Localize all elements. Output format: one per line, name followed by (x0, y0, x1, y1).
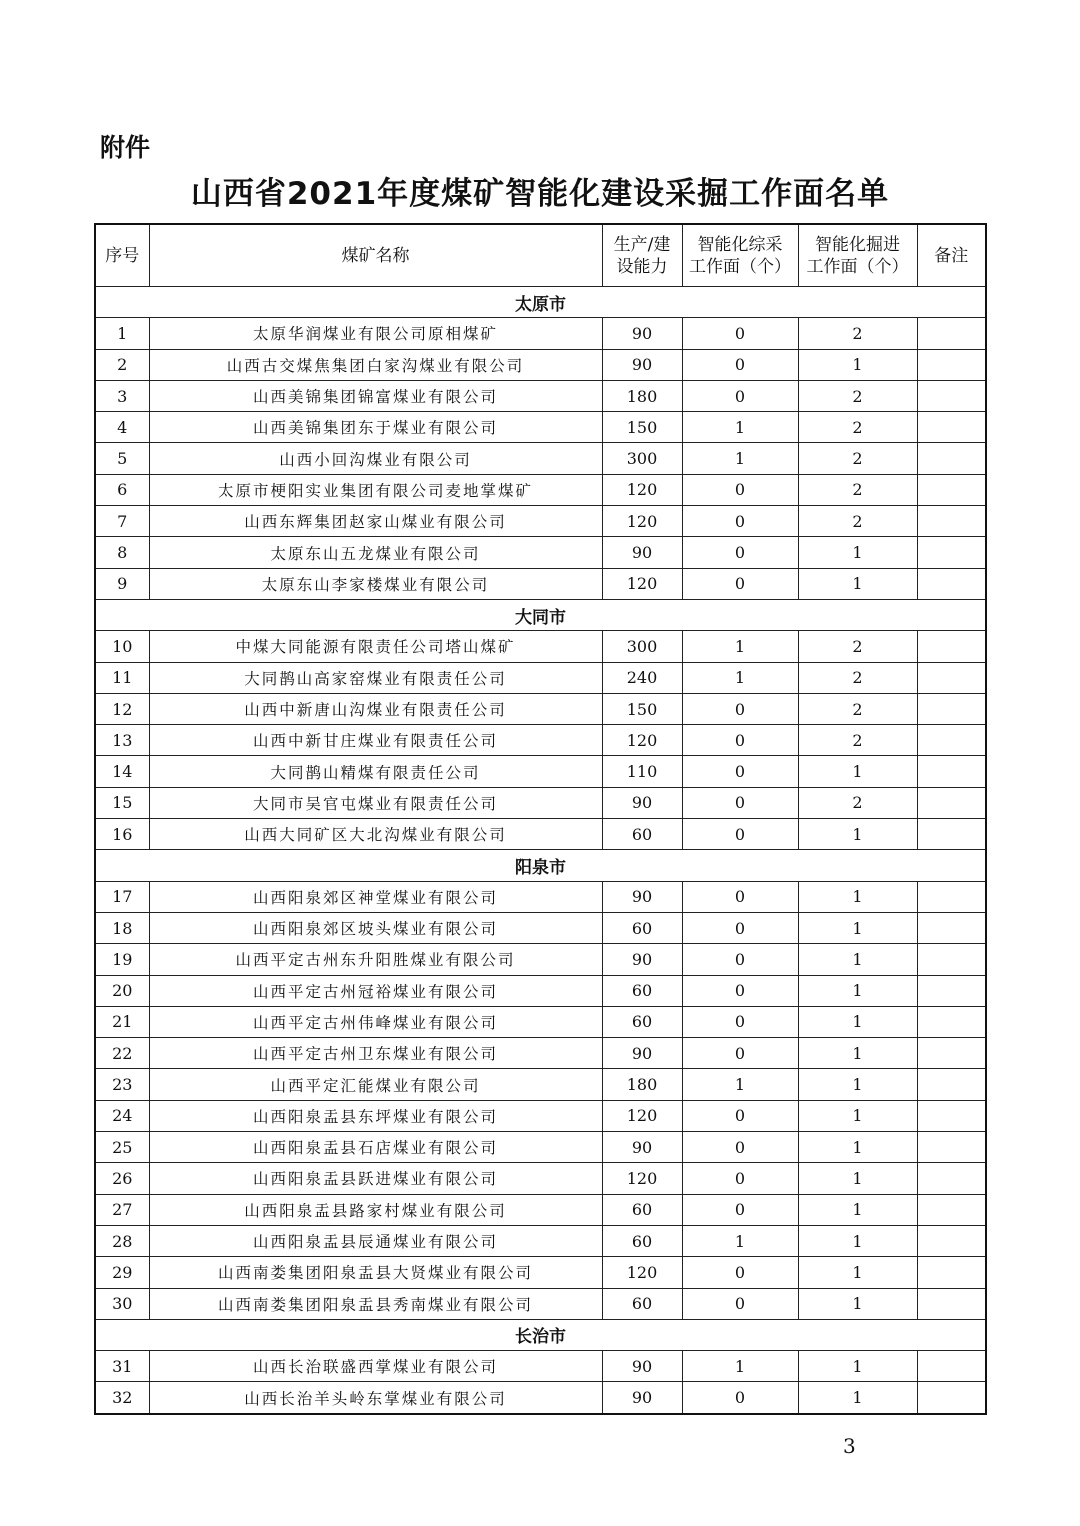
cell-capacity: 60 (602, 912, 682, 943)
table-row (95, 1382, 986, 1414)
cell-name: 山西大同矿区大北沟煤业有限公司 (149, 819, 602, 850)
cell-remark (917, 568, 986, 599)
table-row (95, 1100, 986, 1131)
cell-seq: 18 (95, 912, 149, 943)
cell-capacity: 120 (602, 725, 682, 756)
header-mining (682, 224, 798, 287)
table-row (95, 756, 986, 787)
cell-capacity: 90 (602, 944, 682, 975)
cell-seq: 3 (95, 380, 149, 411)
table-row (95, 443, 986, 474)
attachment-label: 附件 (100, 133, 151, 162)
cell-mining: 0 (682, 349, 798, 380)
cell-seq: 21 (95, 1006, 149, 1037)
header-driving-line1: 智能化掘进 (815, 234, 900, 255)
cell-seq: 13 (95, 725, 149, 756)
cell-remark (917, 1194, 986, 1225)
table-row (95, 1225, 986, 1256)
cell-mining: 0 (682, 1132, 798, 1163)
cell-seq: 14 (95, 756, 149, 787)
cell-seq: 24 (95, 1100, 149, 1131)
cell-capacity: 90 (602, 1132, 682, 1163)
cell-mining: 0 (682, 1163, 798, 1194)
header-remark: 备注 (917, 224, 986, 287)
cell-remark (917, 944, 986, 975)
cell-remark (917, 975, 986, 1006)
cell-driving: 2 (798, 662, 917, 693)
cell-mining: 1 (682, 1069, 798, 1100)
cell-name: 山西阳泉盂县东坪煤业有限公司 (149, 1100, 602, 1131)
cell-remark (917, 1382, 986, 1414)
cell-mining: 0 (682, 1100, 798, 1131)
city-name: 阳泉市 (95, 850, 986, 881)
cell-name: 山西东辉集团赵家山煤业有限公司 (149, 506, 602, 537)
cell-name: 山西长治羊头岭东掌煤业有限公司 (149, 1382, 602, 1414)
cell-capacity: 60 (602, 819, 682, 850)
cell-capacity: 60 (602, 975, 682, 1006)
cell-capacity: 120 (602, 474, 682, 505)
table-row (95, 568, 986, 599)
cell-remark (917, 412, 986, 443)
table-row (95, 1006, 986, 1037)
cell-mining: 0 (682, 693, 798, 724)
cell-driving: 2 (798, 725, 917, 756)
cell-remark (917, 1225, 986, 1256)
table-row (95, 1163, 986, 1194)
cell-capacity: 90 (602, 318, 682, 349)
cell-seq: 20 (95, 975, 149, 1006)
table-row (95, 474, 986, 505)
cell-name: 山西阳泉郊区坡头煤业有限公司 (149, 912, 602, 943)
cell-driving: 2 (798, 474, 917, 505)
cell-name: 山西阳泉盂县路家村煤业有限公司 (149, 1194, 602, 1225)
cell-seq: 11 (95, 662, 149, 693)
cell-remark (917, 1351, 986, 1382)
cell-mining: 0 (682, 912, 798, 943)
table-row (95, 1038, 986, 1069)
cell-remark (917, 1288, 986, 1319)
cell-name: 山西小回沟煤业有限公司 (149, 443, 602, 474)
mine-list-table (94, 223, 987, 1415)
cell-remark (917, 725, 986, 756)
cell-driving: 1 (798, 1132, 917, 1163)
cell-capacity: 300 (602, 631, 682, 662)
cell-mining: 1 (682, 631, 798, 662)
document-title: 山西省2021年度煤矿智能化建设采掘工作面名单 (190, 176, 890, 212)
cell-driving: 1 (798, 537, 917, 568)
city-name: 大同市 (95, 599, 986, 630)
city-name: 太原市 (95, 287, 986, 318)
cell-capacity: 90 (602, 1038, 682, 1069)
cell-seq: 15 (95, 787, 149, 818)
cell-seq: 8 (95, 537, 149, 568)
cell-seq: 19 (95, 944, 149, 975)
cell-remark (917, 1257, 986, 1288)
city-group-row (95, 1319, 986, 1350)
cell-driving: 1 (798, 1100, 917, 1131)
page-number (843, 1434, 856, 1458)
table-row (95, 1351, 986, 1382)
cell-remark (917, 693, 986, 724)
cell-name: 山西阳泉盂县跃进煤业有限公司 (149, 1163, 602, 1194)
table-row (95, 1288, 986, 1319)
table-body (95, 287, 986, 1414)
cell-name: 山西平定古州伟峰煤业有限公司 (149, 1006, 602, 1037)
cell-name: 山西中新唐山沟煤业有限责任公司 (149, 693, 602, 724)
cell-seq: 26 (95, 1163, 149, 1194)
cell-seq: 9 (95, 568, 149, 599)
cell-seq: 32 (95, 1382, 149, 1414)
header-mining-line2: 工作面（个） (689, 256, 791, 277)
cell-capacity: 90 (602, 787, 682, 818)
cell-mining: 0 (682, 1006, 798, 1037)
cell-driving: 1 (798, 881, 917, 912)
cell-driving: 1 (798, 1382, 917, 1414)
cell-driving: 2 (798, 380, 917, 411)
header-mining-line1: 智能化综采 (697, 234, 783, 255)
cell-driving: 1 (798, 1257, 917, 1288)
cell-mining: 0 (682, 1038, 798, 1069)
cell-capacity: 150 (602, 693, 682, 724)
cell-mining: 0 (682, 944, 798, 975)
cell-capacity: 110 (602, 756, 682, 787)
cell-name: 山西平定古州卫东煤业有限公司 (149, 1038, 602, 1069)
cell-driving: 1 (798, 1038, 917, 1069)
table-row (95, 1132, 986, 1163)
cell-remark (917, 787, 986, 818)
cell-capacity: 120 (602, 1257, 682, 1288)
cell-remark (917, 631, 986, 662)
cell-driving: 1 (798, 1288, 917, 1319)
table-row (95, 787, 986, 818)
cell-name: 山西美锦集团东于煤业有限公司 (149, 412, 602, 443)
cell-remark (917, 443, 986, 474)
cell-name: 山西古交煤焦集团白家沟煤业有限公司 (149, 349, 602, 380)
table-row (95, 1069, 986, 1100)
cell-capacity: 60 (602, 1194, 682, 1225)
cell-capacity: 90 (602, 349, 682, 380)
cell-mining: 1 (682, 443, 798, 474)
cell-driving: 1 (798, 819, 917, 850)
cell-driving: 1 (798, 1225, 917, 1256)
cell-remark (917, 537, 986, 568)
cell-driving: 2 (798, 506, 917, 537)
cell-remark (917, 1100, 986, 1131)
cell-driving: 2 (798, 631, 917, 662)
cell-driving: 2 (798, 318, 917, 349)
city-group-row (95, 599, 986, 630)
cell-name: 山西平定古州冠裕煤业有限公司 (149, 975, 602, 1006)
table-row (95, 725, 986, 756)
cell-name: 太原东山五龙煤业有限公司 (149, 537, 602, 568)
cell-mining: 0 (682, 1257, 798, 1288)
cell-mining: 0 (682, 881, 798, 912)
cell-seq: 4 (95, 412, 149, 443)
table-row (95, 819, 986, 850)
cell-seq: 31 (95, 1351, 149, 1382)
cell-mining: 1 (682, 1225, 798, 1256)
cell-seq: 25 (95, 1132, 149, 1163)
cell-driving: 1 (798, 568, 917, 599)
cell-remark (917, 318, 986, 349)
table-row (95, 1194, 986, 1225)
cell-capacity: 60 (602, 1288, 682, 1319)
city-name: 长治市 (95, 1319, 986, 1350)
cell-name: 中煤大同能源有限责任公司塔山煤矿 (149, 631, 602, 662)
cell-name: 大同鹊山精煤有限责任公司 (149, 756, 602, 787)
cell-driving: 1 (798, 1163, 917, 1194)
cell-driving: 1 (798, 944, 917, 975)
city-group-row (95, 850, 986, 881)
cell-mining: 1 (682, 662, 798, 693)
cell-seq: 30 (95, 1288, 149, 1319)
cell-capacity: 120 (602, 506, 682, 537)
cell-remark (917, 474, 986, 505)
table-row (95, 975, 986, 1006)
cell-seq: 23 (95, 1069, 149, 1100)
cell-mining: 0 (682, 787, 798, 818)
table-row (95, 1257, 986, 1288)
cell-capacity: 120 (602, 1100, 682, 1131)
cell-seq: 27 (95, 1194, 149, 1225)
cell-name: 大同鹊山高家窑煤业有限责任公司 (149, 662, 602, 693)
table-header-row (95, 224, 986, 287)
cell-capacity: 300 (602, 443, 682, 474)
table-row (95, 380, 986, 411)
cell-remark (917, 349, 986, 380)
cell-remark (917, 756, 986, 787)
table-row (95, 318, 986, 349)
table-row (95, 944, 986, 975)
cell-driving: 1 (798, 1069, 917, 1100)
header-capacity (602, 224, 682, 287)
table-row (95, 537, 986, 568)
cell-remark (917, 1163, 986, 1194)
cell-mining: 0 (682, 568, 798, 599)
cell-driving: 1 (798, 1006, 917, 1037)
cell-driving: 1 (798, 1351, 917, 1382)
cell-mining: 0 (682, 725, 798, 756)
table-row (95, 631, 986, 662)
table-row (95, 693, 986, 724)
cell-name: 山西南娄集团阳泉盂县大贤煤业有限公司 (149, 1257, 602, 1288)
cell-capacity: 90 (602, 1351, 682, 1382)
cell-mining: 0 (682, 318, 798, 349)
cell-capacity: 60 (602, 1006, 682, 1037)
cell-mining: 0 (682, 506, 798, 537)
cell-mining: 1 (682, 1351, 798, 1382)
header-driving (798, 224, 917, 287)
cell-seq: 22 (95, 1038, 149, 1069)
cell-driving: 1 (798, 756, 917, 787)
cell-capacity: 90 (602, 1382, 682, 1414)
table-row (95, 349, 986, 380)
cell-driving: 1 (798, 912, 917, 943)
cell-remark (917, 819, 986, 850)
cell-name: 太原市梗阳实业集团有限公司麦地掌煤矿 (149, 474, 602, 505)
cell-capacity: 120 (602, 1163, 682, 1194)
header-driving-line2: 工作面（个） (806, 256, 909, 277)
cell-seq: 10 (95, 631, 149, 662)
cell-name: 大同市吴官屯煤业有限责任公司 (149, 787, 602, 818)
cell-mining: 0 (682, 819, 798, 850)
header-capacity-line2: 设能力 (616, 256, 668, 277)
header-seq: 序号 (95, 224, 149, 287)
cell-name: 山西长治联盛西掌煤业有限公司 (149, 1351, 602, 1382)
cell-mining: 0 (682, 1194, 798, 1225)
cell-driving: 1 (798, 1194, 917, 1225)
cell-remark (917, 1132, 986, 1163)
cell-mining: 1 (682, 412, 798, 443)
table-row (95, 662, 986, 693)
cell-capacity: 90 (602, 537, 682, 568)
cell-name: 山西美锦集团锦富煤业有限公司 (149, 380, 602, 411)
cell-name: 山西平定汇能煤业有限公司 (149, 1069, 602, 1100)
cell-name: 山西阳泉郊区神堂煤业有限公司 (149, 881, 602, 912)
cell-seq: 6 (95, 474, 149, 505)
cell-name: 太原东山李家楼煤业有限公司 (149, 568, 602, 599)
cell-seq: 12 (95, 693, 149, 724)
table-row (95, 912, 986, 943)
table-row (95, 881, 986, 912)
header-name: 煤矿名称 (149, 224, 602, 287)
cell-mining: 0 (682, 1288, 798, 1319)
cell-remark (917, 380, 986, 411)
cell-remark (917, 662, 986, 693)
cell-driving: 2 (798, 412, 917, 443)
cell-name: 太原华润煤业有限公司原相煤矿 (149, 318, 602, 349)
cell-mining: 0 (682, 380, 798, 411)
cell-name: 山西平定古州东升阳胜煤业有限公司 (149, 944, 602, 975)
cell-remark (917, 881, 986, 912)
cell-name: 山西南娄集团阳泉盂县秀南煤业有限公司 (149, 1288, 602, 1319)
cell-seq: 1 (95, 318, 149, 349)
cell-capacity: 240 (602, 662, 682, 693)
cell-remark (917, 912, 986, 943)
cell-capacity: 90 (602, 881, 682, 912)
cell-capacity: 150 (602, 412, 682, 443)
cell-name: 山西阳泉盂县石店煤业有限公司 (149, 1132, 602, 1163)
cell-seq: 7 (95, 506, 149, 537)
cell-seq: 2 (95, 349, 149, 380)
cell-capacity: 180 (602, 380, 682, 411)
page-number-text: 3 (843, 1434, 856, 1458)
cell-seq: 29 (95, 1257, 149, 1288)
table-row (95, 412, 986, 443)
cell-mining: 0 (682, 756, 798, 787)
cell-seq: 28 (95, 1225, 149, 1256)
cell-capacity: 120 (602, 568, 682, 599)
table-row (95, 506, 986, 537)
cell-driving: 2 (798, 693, 917, 724)
cell-remark (917, 1069, 986, 1100)
cell-remark (917, 506, 986, 537)
cell-mining: 0 (682, 975, 798, 1006)
cell-remark (917, 1006, 986, 1037)
cell-driving: 2 (798, 443, 917, 474)
city-group-row (95, 287, 986, 318)
cell-remark (917, 1038, 986, 1069)
cell-capacity: 60 (602, 1225, 682, 1256)
cell-capacity: 180 (602, 1069, 682, 1100)
cell-name: 山西阳泉盂县辰通煤业有限公司 (149, 1225, 602, 1256)
cell-driving: 1 (798, 349, 917, 380)
cell-driving: 1 (798, 975, 917, 1006)
cell-seq: 17 (95, 881, 149, 912)
cell-mining: 0 (682, 474, 798, 505)
header-capacity-line1: 生产/建 (613, 234, 671, 255)
cell-seq: 5 (95, 443, 149, 474)
cell-mining: 0 (682, 1382, 798, 1414)
cell-name: 山西中新甘庄煤业有限责任公司 (149, 725, 602, 756)
cell-seq: 16 (95, 819, 149, 850)
cell-driving: 2 (798, 787, 917, 818)
cell-mining: 0 (682, 537, 798, 568)
